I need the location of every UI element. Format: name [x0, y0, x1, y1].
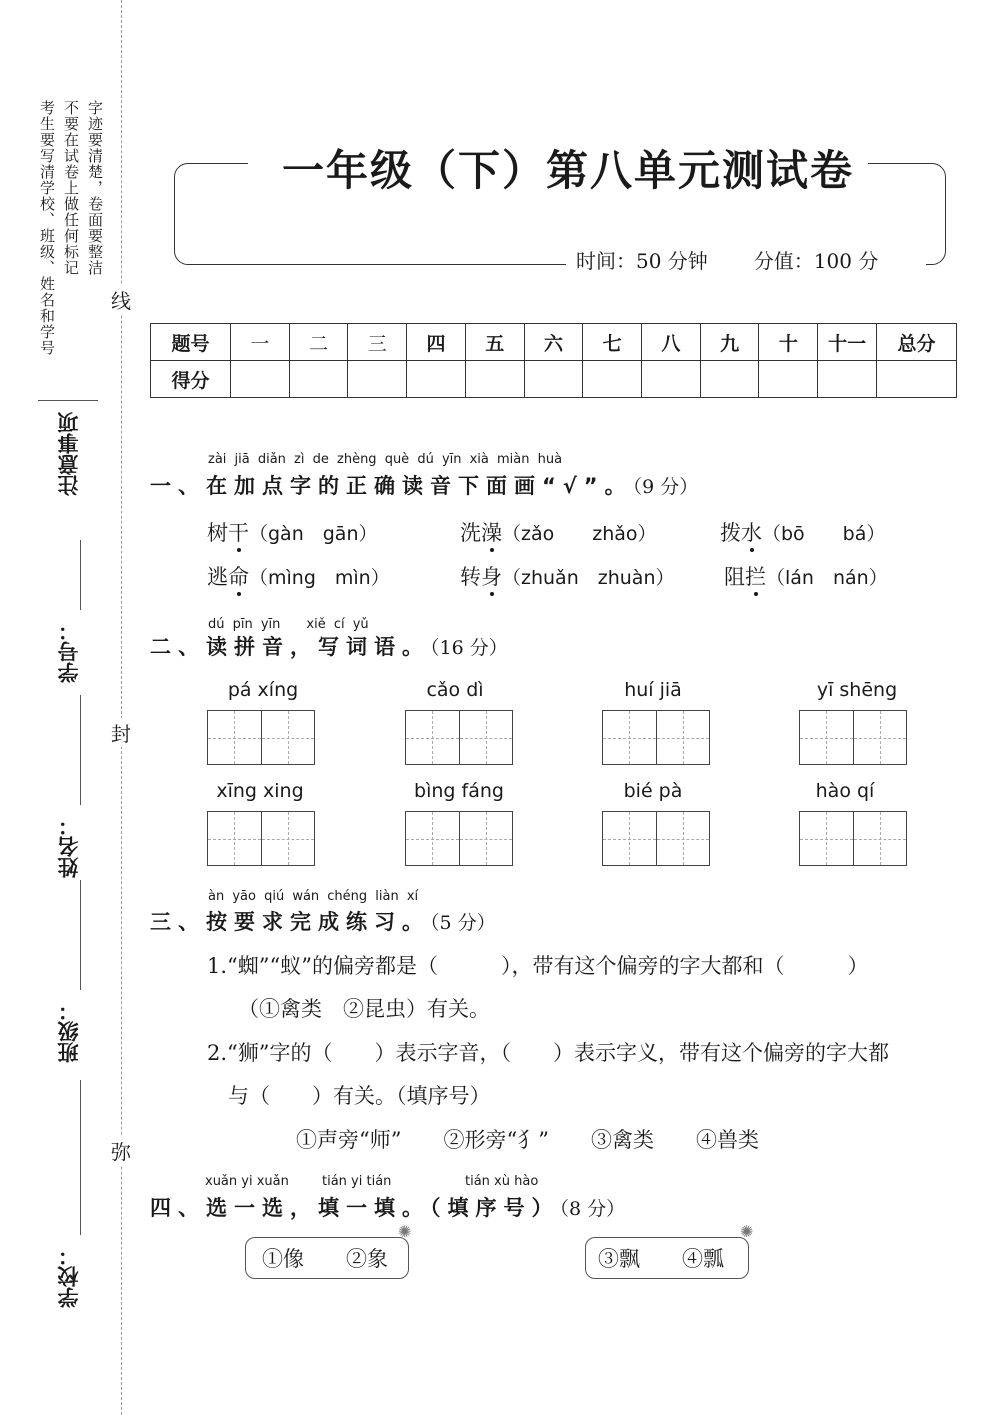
- exam-score: 分值：100 分: [753, 249, 879, 273]
- q1-options[interactable]: （zhuǎn zhuàn）: [502, 567, 675, 589]
- q4-pinyin-a: xuǎn yi xuǎn: [205, 1174, 289, 1189]
- note-line-3-wrap: [84, 100, 106, 276]
- q2-pinyin: dú pīn yīn xiě cí yǔ: [208, 617, 369, 632]
- q1-char: 转: [460, 565, 481, 589]
- score-input-cell[interactable]: [289, 361, 348, 398]
- seal-char-seal: 封: [111, 718, 131, 747]
- q2-word-pinyin: bìng fáng: [414, 780, 504, 802]
- binding-dashed-line: [121, 0, 122, 1415]
- q2-word-pinyin: huí jiā: [624, 679, 682, 701]
- score-input-cell[interactable]: [700, 361, 759, 398]
- q1-options[interactable]: （bō bá）: [762, 523, 886, 545]
- score-input-cell[interactable]: [818, 361, 877, 398]
- seal-char-line: 线: [111, 285, 131, 314]
- q2-word-pinyin: xīng xing: [216, 780, 304, 802]
- page-title: 一年级（下）第八单元测试卷: [281, 146, 854, 195]
- score-input-cell[interactable]: [465, 361, 524, 398]
- note-line-3: 字迹要清楚，卷面要整洁: [86, 100, 104, 276]
- q2-word-pinyin: hào qí: [815, 780, 875, 802]
- q2-writing-grid[interactable]: [207, 710, 315, 765]
- q1-char: 洗: [460, 521, 481, 545]
- score-cell: 八: [642, 324, 701, 361]
- score-cell: 三: [348, 324, 407, 361]
- notes-column: [36, 100, 58, 356]
- q1-char: 拨: [720, 521, 741, 545]
- q1-dotted-char: 拦: [745, 565, 766, 589]
- q4-word-box-2: ③飘 ④瓢: [585, 1237, 749, 1279]
- q2-word-pinyin: bié pà: [623, 780, 683, 802]
- score-input-cell[interactable]: [348, 361, 407, 398]
- q2-writing-grid[interactable]: [405, 710, 513, 765]
- note-line-2-wrap: [60, 100, 82, 276]
- q1-char: 树: [207, 521, 228, 545]
- score-input-cell[interactable]: [583, 361, 642, 398]
- sun-icon: ✺: [398, 1222, 412, 1241]
- q1-dotted-char: 命: [228, 565, 249, 589]
- q1-options[interactable]: （gàn gān）: [249, 523, 378, 545]
- q2-title: [150, 631, 508, 661]
- score-input-cell[interactable]: [407, 361, 466, 398]
- q3-line-1[interactable]: 1.“蜘”“蚁”的偏旁都是（ ），带有这个偏旁的字大都和（ ）: [207, 954, 869, 978]
- q4-title: [150, 1192, 625, 1222]
- q1-title: [150, 470, 698, 500]
- q1-item-1: [207, 517, 378, 547]
- q1-dotted-char: 身: [481, 565, 502, 589]
- q2-writing-grid[interactable]: [799, 710, 907, 765]
- q1-item-5: [460, 561, 675, 591]
- score-table-header-row: [151, 324, 957, 361]
- q3-score: （5 分）: [430, 912, 496, 934]
- score-cell: 九: [700, 324, 759, 361]
- q4-score: （8 分）: [559, 1198, 626, 1220]
- q2-writing-grid[interactable]: [799, 811, 907, 866]
- q1-score: （9 分）: [632, 476, 699, 498]
- score-input-cell[interactable]: [877, 361, 957, 398]
- score-input-cell[interactable]: [759, 361, 818, 398]
- field-school-line: [80, 1080, 81, 1235]
- exam-time: 时间：50 分钟: [576, 249, 708, 273]
- score-cell: 一: [231, 324, 290, 361]
- field-class-label: 班级：: [57, 1000, 81, 1063]
- q2-writing-grid[interactable]: [602, 710, 710, 765]
- q4-title-text: 四、选一选，填一填。（填序号）: [150, 1196, 560, 1220]
- score-input-cell[interactable]: [231, 361, 290, 398]
- q2-word-pinyin: yī shēng: [816, 679, 898, 701]
- notes-divider: [38, 400, 98, 401]
- score-input-cell[interactable]: [642, 361, 701, 398]
- q1-dotted-char: 澡: [481, 521, 502, 545]
- q4-pinyin-b: tián yi tián: [322, 1174, 392, 1189]
- q2-word-pinyin: pá xíng: [227, 679, 299, 701]
- score-cell: 六: [524, 324, 583, 361]
- score-table: [150, 323, 957, 398]
- q1-item-2: [460, 517, 657, 547]
- q3-line-4[interactable]: 与（ ）有关。（填序号）: [228, 1084, 491, 1108]
- q1-char: 阻: [724, 565, 745, 589]
- score-table-score-row: [151, 361, 957, 398]
- q2-word-pinyin: cǎo dì: [426, 679, 484, 701]
- q2-writing-grid[interactable]: [405, 811, 513, 866]
- q2-writing-grid[interactable]: [207, 811, 315, 866]
- q1-dotted-char: 水: [741, 521, 762, 545]
- score-cell: 十: [759, 324, 818, 361]
- score-cell: 总分: [877, 324, 957, 361]
- exam-info: [576, 245, 878, 274]
- note-line-1: 考生要写清学校、班级、姓名和学号: [38, 100, 56, 356]
- field-name-line: [80, 695, 81, 805]
- q4-pinyin-c: tián xù hào: [465, 1174, 539, 1189]
- q3-title-text: 三、按要求完成练习。: [150, 910, 430, 934]
- q2-score: （16 分）: [430, 637, 508, 659]
- q4-word-box-1: ①像 ②象: [245, 1237, 409, 1279]
- q2-title-text: 二、读拼音，写词语。: [150, 635, 430, 659]
- q3-line-2: （①禽类 ②昆虫）有关。: [238, 997, 490, 1021]
- q1-title-text: 一、在加点字的正确读音下面画“√”。: [150, 474, 633, 498]
- seal-char-close: 弥: [111, 1136, 131, 1165]
- q1-item-6: [724, 561, 888, 591]
- score-cell: 七: [583, 324, 642, 361]
- q3-options: ①声旁“师” ②形旁“犭” ③禽类 ④兽类: [296, 1128, 759, 1152]
- q1-options[interactable]: （mìng mìn）: [249, 567, 390, 589]
- q1-dotted-char: 干: [228, 521, 249, 545]
- score-cell: 十一: [818, 324, 877, 361]
- q1-char: 逃: [207, 565, 228, 589]
- field-school-label: 学校：: [57, 1245, 81, 1308]
- q2-writing-grid[interactable]: [602, 811, 710, 866]
- q3-title: [150, 906, 496, 936]
- q3-line-3[interactable]: 2.“狮”字的（ ）表示字音，（ ）表示字义，带有这个偏旁的字大都: [207, 1041, 890, 1065]
- q1-item-3: [720, 517, 885, 547]
- field-student-id-line: [80, 540, 81, 610]
- score-cell: 二: [289, 324, 348, 361]
- score-cell: 得分: [151, 361, 231, 398]
- q3-pinyin: àn yāo qiú wán chéng liàn xí: [208, 889, 419, 904]
- field-name-label: 姓名：: [57, 815, 81, 878]
- sun-icon: ✺: [740, 1222, 754, 1241]
- note-line-2: 不要在试卷上做任何标记: [62, 100, 80, 276]
- q1-options[interactable]: （lán nán）: [766, 567, 888, 589]
- q1-pinyin: zài jiā diǎn zì de zhèng què dú yīn xià miàn huà: [208, 452, 563, 467]
- score-input-cell[interactable]: [524, 361, 583, 398]
- score-cell: 题号: [151, 324, 231, 361]
- field-student-id-label: 学号：: [57, 620, 81, 683]
- score-cell: 五: [465, 324, 524, 361]
- q1-options[interactable]: （zǎo zhǎo）: [502, 523, 657, 545]
- field-class-line: [80, 880, 81, 990]
- q1-item-4: [207, 561, 390, 591]
- score-cell: 四: [407, 324, 466, 361]
- notes-label: 注意事项: [57, 412, 81, 496]
